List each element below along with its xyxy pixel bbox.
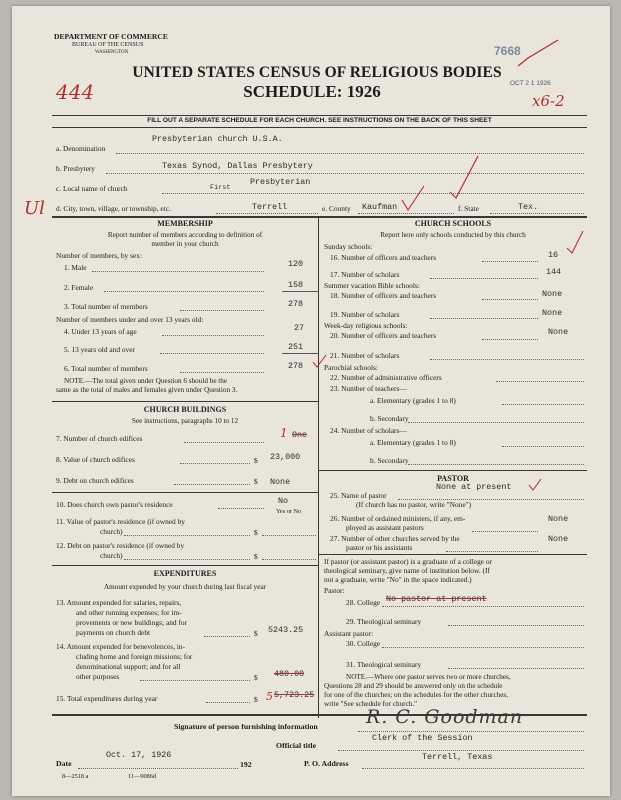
expenditures-sub: Amount expended by your church during last fiscal year — [103, 583, 267, 591]
edifices-value-label: 8. Value of church edifices — [56, 455, 135, 464]
check-mark-icon — [398, 182, 428, 216]
assistant-ministers-value: None — [548, 514, 569, 524]
parochial-teachers-label: 23. Number of teachers— — [330, 384, 407, 393]
state-value: Tex. — [518, 202, 539, 212]
summer-scholars-value: None — [542, 308, 563, 318]
date-value: Oct. 17, 1926 — [106, 750, 172, 760]
benevolences-label-4: other purposes — [76, 672, 120, 681]
pastor-note-2: Questions 28 and 29 should be answered only on the schedule — [324, 682, 503, 690]
summer-officers-value: None — [542, 289, 563, 299]
residence-value-label-1: 11. Value of pastor's residence (if owned by — [56, 517, 185, 526]
summer-scholars-label: 19. Number of scholars — [330, 310, 400, 319]
teachers-elementary-label: a. Elementary (grades 1 to 8) — [370, 396, 456, 405]
owns-residence-hint: Yes or No — [276, 508, 302, 515]
members-by-sex-label: Number of members, by sex: — [56, 251, 142, 260]
dollar-sign: $ — [254, 477, 258, 486]
residence-value-label-2: church) — [100, 527, 123, 536]
date-label: Date — [56, 759, 72, 768]
pastor-name-label: 25. Name of pastor — [330, 491, 387, 500]
department-name: DEPARTMENT OF COMMERCE — [54, 32, 168, 41]
city-value: Terrell — [252, 202, 288, 212]
handwritten-number: 444 — [56, 80, 95, 104]
dollar-sign: $ — [254, 629, 258, 638]
bureau-name: BUREAU OF THE CENSUS — [72, 42, 144, 48]
benevolences-label-3: denominational support; and for all — [76, 662, 181, 671]
parochial-scholars-label: 24. Number of scholars— — [330, 426, 407, 435]
other-churches-label-1: 27. Number of other churches served by the — [330, 534, 460, 543]
residence-debt-label-1: 12. Debt on pastor's residence (if owned by — [56, 541, 185, 550]
dollar-sign: $ — [254, 528, 258, 537]
pastor-seminary-label: 29. Theological seminary — [346, 617, 422, 626]
female-label: 2. Female — [64, 283, 94, 292]
local-name-label: c. Local name of church — [56, 184, 128, 193]
signature-value: R. C. Goodman — [366, 706, 524, 728]
buildings-heading: CHURCH BUILDINGS — [143, 405, 227, 414]
summer-officers-label: 18. Number of officers and teachers — [330, 291, 437, 300]
pastor-college-value: No pastor at present — [386, 594, 487, 604]
total-expenditures-value: 5,723.25 — [274, 690, 315, 700]
benevolences-label-1: 14. Amount expended for benevolences, in- — [56, 642, 186, 651]
other-churches-label-2: pastor or his assistants — [346, 543, 413, 552]
edifices-debt-label: 9. Debt on church edifices — [56, 476, 134, 485]
form-number: 8—2518 a — [62, 773, 89, 780]
edifices-count-value: One — [292, 430, 308, 440]
graduate-note-1: If pastor (or assistant pastor) is a graduate of a college or — [324, 557, 493, 566]
assistant-college-label: 30. College — [346, 639, 381, 648]
denomination-label: a. Denomination — [56, 144, 106, 153]
pastor-note-3: for one of the churches; on the schedules for the other churches, — [324, 691, 509, 699]
total-expenditures-label: 15. Total expenditures during year — [56, 694, 158, 703]
sunday-schools-label: Sunday schools: — [324, 242, 373, 251]
teachers-secondary-label: b. Secondary — [370, 414, 409, 423]
schools-heading: CHURCH SCHOOLS — [414, 219, 492, 228]
female-value: 158 — [288, 280, 304, 290]
date-year: 192 — [240, 760, 252, 769]
weekday-officers-label: 20. Number of officers and teachers — [330, 331, 437, 340]
parochial-schools-label: Parochial schools: — [324, 363, 378, 372]
owns-residence-value: No — [278, 496, 289, 506]
pastor-name-note: (If church has no pastor, write "None") — [356, 500, 472, 509]
state-label: f. State — [458, 204, 479, 213]
check-mark-icon — [442, 152, 482, 202]
membership-note-2: same as the total of males and females given under Question 3. — [56, 386, 238, 394]
form-instruction: FILL OUT A SEPARATE SCHEDULE FOR EACH CHURCH. SEE INSTRUCTIONS ON THE BACK OF THIS SHEET — [147, 117, 492, 124]
census-schedule-page — [12, 6, 610, 796]
official-title-label: Official title — [276, 741, 317, 750]
sunday-officers-label: 16. Number of officers and teachers — [330, 253, 437, 262]
owns-residence-label: 10. Does church own pastor's residence — [56, 500, 173, 509]
buildings-sub: See instructions, paragraphs 10 to 12 — [131, 417, 239, 425]
county-label: e. County — [322, 204, 351, 213]
other-churches-value: None — [548, 534, 569, 544]
local-name-value: Presbyterian — [250, 177, 311, 187]
scholars-secondary-label: b. Secondary — [370, 456, 409, 465]
membership-heading: MEMBERSHIP — [157, 219, 213, 228]
parochial-admin-label: 22. Number of administrative officers — [330, 373, 442, 382]
running-expenses-label-3: provements or new buildings; and for — [76, 618, 188, 627]
signature-label: Signature of person furnishing information — [174, 722, 318, 731]
total-members-age-value: 278 — [288, 361, 304, 371]
summer-schools-label: Summer vacation Bible schools: — [324, 281, 420, 290]
po-address-value: Terrell, Texas — [422, 752, 493, 762]
weekday-officers-value: None — [548, 327, 569, 337]
print-number: 11—9086d — [128, 773, 157, 780]
male-value: 120 — [288, 259, 304, 269]
assistant-ministers-label-2: ployed as assistant pastors — [346, 523, 424, 532]
over-13-value: 251 — [288, 342, 304, 352]
assistant-ministers-label-1: 26. Number of ordained ministers, if any, em- — [330, 514, 466, 523]
dollar-sign: $ — [254, 695, 258, 704]
pastor-note-4: write "See schedule for church." — [324, 700, 418, 708]
running-expenses-value: 5243.25 — [268, 625, 304, 635]
bureau-city: WASHINGTON — [95, 50, 129, 55]
sunday-scholars-value: 144 — [546, 267, 562, 277]
received-stamp-date: OCT 2 1 1926 — [510, 80, 551, 87]
under-13-label: 4. Under 13 years of age — [64, 327, 137, 336]
form-title: UNITED STATES CENSUS OF RELIGIOUS BODIES — [132, 64, 502, 81]
dollar-sign: $ — [254, 552, 258, 561]
total-expenditures-handwritten: 5 — [266, 690, 273, 703]
handwritten-code: x6-2 — [532, 92, 565, 110]
pastor-college-label: 28. College — [346, 598, 381, 607]
graduate-note-2: theological seminary, give name of institution below. (If — [324, 566, 490, 575]
expenditures-heading: EXPENDITURES — [153, 569, 217, 578]
graduate-note-3: not a graduate, write "No" in the space indicated.) — [324, 575, 472, 584]
benevolences-value: 480.00 — [274, 669, 305, 679]
scholars-elementary-label: a. Elementary (grades 1 to 8) — [370, 438, 456, 447]
total-members-label: 3. Total number of members — [64, 302, 148, 311]
edifices-debt-value: None — [270, 477, 291, 487]
presbytery-label: b. Presbytery — [56, 164, 95, 173]
pastor-heading: PASTOR — [437, 474, 469, 483]
under-13-value: 27 — [294, 323, 305, 333]
total-members-age-label: 6. Total number of members — [64, 364, 148, 373]
pastor-sub-label: Pastor: — [324, 586, 345, 595]
total-members-value: 278 — [288, 299, 304, 309]
county-value: Kaufman — [362, 202, 398, 212]
membership-note-1: NOTE.—The total given under Question 6 should be the — [64, 377, 228, 385]
dollar-sign: $ — [254, 673, 258, 682]
benevolences-label-2: cluding home and foreign missions; for — [76, 652, 193, 661]
membership-intro-2: member in your church — [151, 240, 219, 248]
assistant-sub-label: Assistant pastor: — [324, 629, 374, 638]
edifices-count-label: 7. Number of church edifices — [56, 434, 143, 443]
official-title-value: Clerk of the Session — [372, 733, 473, 743]
weekday-scholars-label: 21. Number of scholars — [330, 351, 400, 360]
weekday-schools-label: Week-day religious schools: — [324, 321, 408, 330]
po-address-label: P. O. Address — [304, 759, 349, 768]
schools-intro: Report here only schools conducted by this church — [380, 231, 526, 239]
city-label: d. City, town, village, or township, etc. — [56, 204, 171, 213]
over-13-label: 5. 13 years old and over — [64, 345, 136, 354]
running-expenses-label-1: 13. Amount expended for salaries, repairs, — [56, 598, 182, 607]
edifices-count-handwritten: 1 — [280, 426, 288, 440]
pastor-note-1: NOTE.—Where one pastor serves two or more churches, — [346, 673, 511, 681]
edifices-value-value: 23,000 — [270, 452, 301, 462]
male-label: 1. Male — [64, 263, 87, 272]
pastor-name-value: None at present — [436, 482, 512, 492]
running-expenses-label-2: and other running expenses; for im- — [76, 608, 182, 617]
check-mark-icon — [564, 228, 586, 256]
dollar-sign: $ — [254, 456, 258, 465]
form-subtitle: SCHEDULE: 1926 — [243, 82, 381, 101]
check-mark-icon — [526, 476, 544, 494]
presbytery-value: Texas Synod, Dallas Presbytery — [162, 161, 313, 171]
denomination-value: Presbyterian church U.S.A. — [152, 134, 283, 144]
local-name-first: First — [210, 184, 231, 192]
residence-debt-label-2: church) — [100, 551, 123, 560]
running-expenses-label-4: payments on church debt — [76, 628, 151, 637]
sunday-scholars-label: 17. Number of scholars — [330, 270, 400, 279]
handwritten-side-mark: Ul — [24, 198, 45, 219]
membership-intro-1: Report number of members according to definition of — [107, 231, 263, 239]
received-stamp-number: 7668 — [494, 44, 521, 58]
sunday-officers-value: 16 — [548, 250, 559, 260]
assistant-seminary-label: 31. Theological seminary — [346, 660, 422, 669]
members-by-age-label: Number of members under and over 13 years old: — [56, 315, 204, 324]
